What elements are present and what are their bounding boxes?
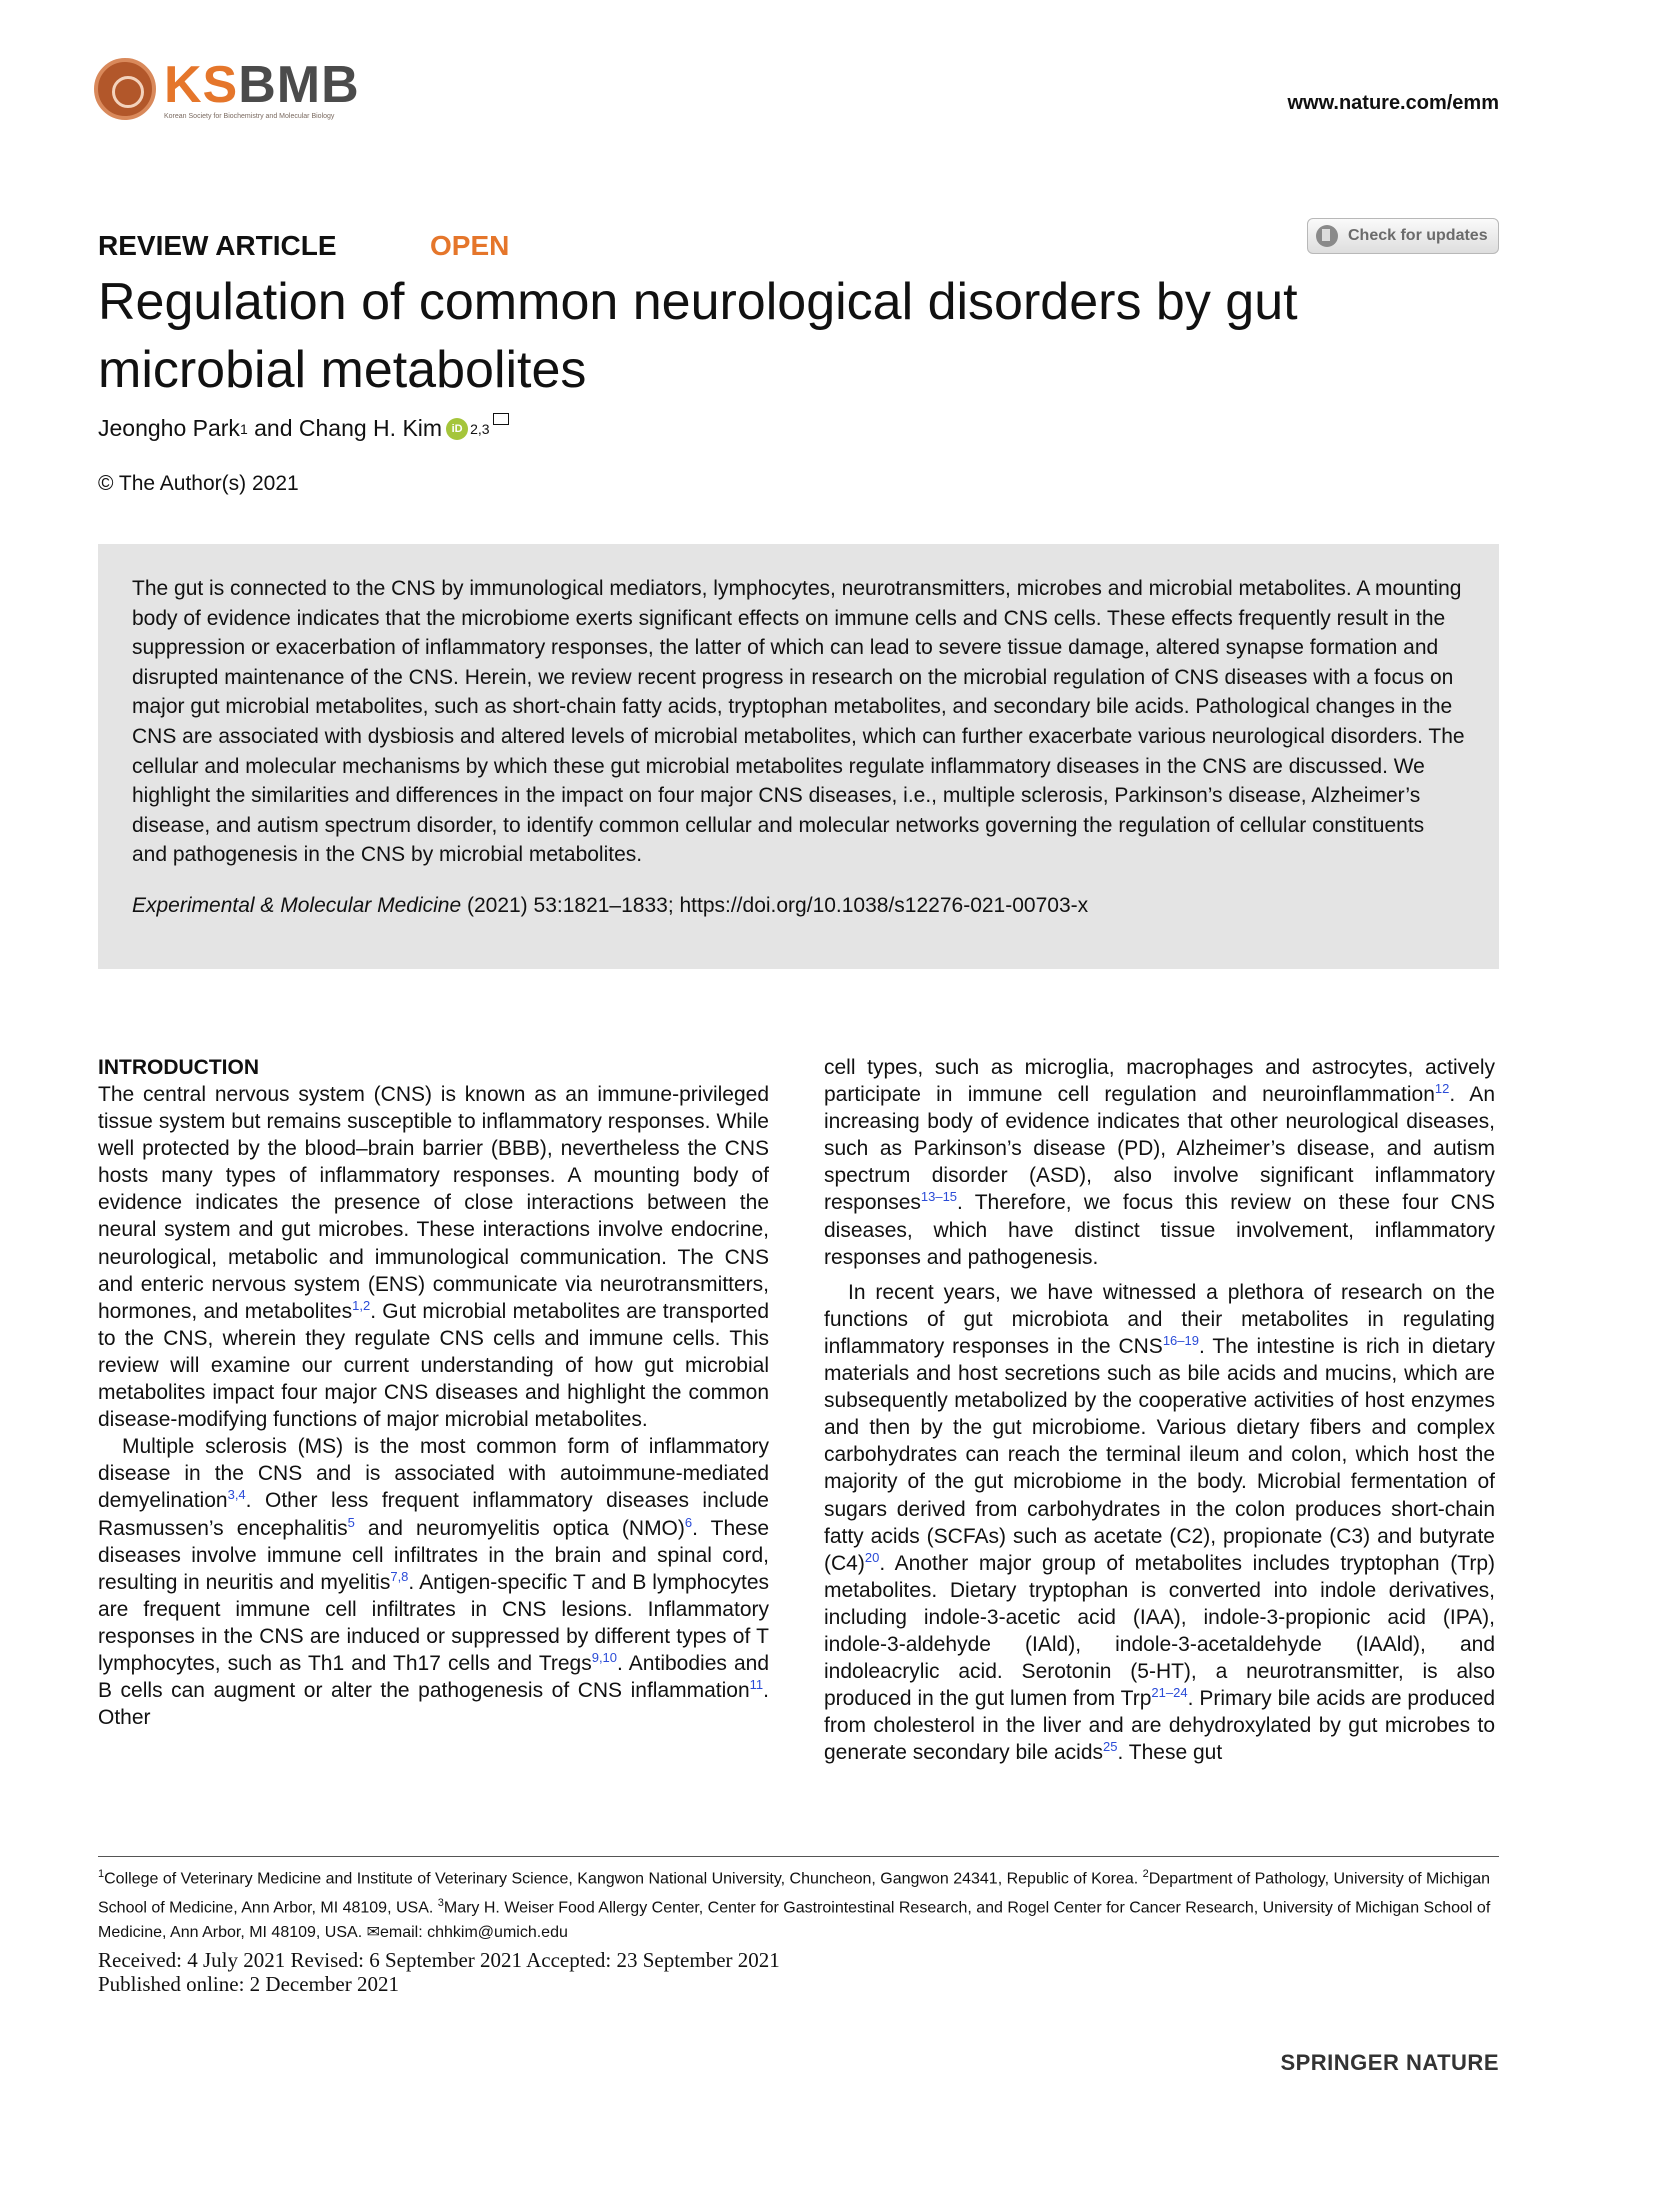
p2-text-e: . Antigen-specific T and B lymphocytes are frequent immune cell infiltrates in CNS lesions. Inflammatory responses in the CNS are induced or suppressed by different types of T lymphocytes, such as Th1 and Th17 cells and Tregs bbox=[98, 1570, 770, 1675]
p4-text-b: . The intestine is rich in dietary materials and host secretions such as bile acids and mucins, which are subsequently metabolized by the cooperative activities of host enzymes and then by the gut microbiome. Various dietary fibers and complex carbohydrates can reach the terminal ileum and colon, which host the majority of the gut microbiome in the body. Microbial fermentation of sugars derived from carbohydrates in the colon produces short-chain fatty acids (SCFAs) such as acetate (C2), propionate (C3) and butyrate (C4) bbox=[824, 1334, 1495, 1575]
abstract-box bbox=[98, 544, 1499, 969]
check-updates-label: Check for updates bbox=[1348, 227, 1488, 244]
springer-nature-logo: SPRINGER NATURE bbox=[1280, 2050, 1499, 2075]
citation-ref[interactable]: 9,10 bbox=[591, 1649, 618, 1665]
article-type: REVIEW ARTICLE bbox=[98, 230, 337, 261]
journal-name: Experimental & Molecular Medicine bbox=[132, 893, 462, 917]
citation-ref[interactable]: 16–19 bbox=[1162, 1332, 1199, 1348]
citation-line bbox=[132, 894, 1465, 918]
affiliation-3: Mary H. Weiser Food Allergy Center, Center for Gastrointestinal Research, and Rogel Center for Cancer Research, University of Michigan School of Medicine, Ann Arbor, MI 48109, USA. bbox=[98, 1899, 1491, 1941]
article-history bbox=[98, 1948, 780, 1996]
copyright-line: © The Author(s) 2021 bbox=[98, 472, 299, 495]
journal-url-link[interactable]: www.nature.com/emm bbox=[1287, 92, 1499, 114]
bookmark-icon bbox=[1316, 225, 1338, 247]
author-separator: and bbox=[247, 415, 299, 441]
citation-ref[interactable]: 5 bbox=[347, 1514, 355, 1530]
citation-ref[interactable]: 11 bbox=[749, 1677, 764, 1693]
logo-bmb: BMB bbox=[238, 55, 360, 114]
p4-text-e: . These gut bbox=[1117, 1741, 1223, 1765]
open-access-label: OPEN bbox=[430, 230, 510, 261]
body-column-right bbox=[824, 1054, 1495, 1766]
affil-2-marker: 2 bbox=[1142, 1868, 1149, 1880]
citation-ref[interactable]: 20 bbox=[864, 1549, 880, 1565]
check-for-updates-button[interactable] bbox=[1307, 218, 1499, 254]
affil-1-marker: 1 bbox=[98, 1868, 105, 1880]
affil-3-marker: 3 bbox=[437, 1897, 444, 1910]
affiliation-divider bbox=[98, 1856, 1499, 1857]
citation-ref[interactable]: 3,4 bbox=[227, 1487, 246, 1503]
email-icon: ✉ bbox=[366, 1923, 380, 1941]
citation-ref[interactable]: 7,8 bbox=[390, 1568, 409, 1584]
p2-text-d: . These diseases involve immune cell infiltrates in the brain and spinal cord, resulting in neuritis and myelitis bbox=[98, 1516, 770, 1594]
envelope-icon[interactable] bbox=[493, 413, 509, 425]
p2-text-b: . Other less frequent inflammatory diseases include Rasmussen’s encephalitis bbox=[98, 1489, 769, 1540]
section-heading: INTRODUCTION bbox=[98, 1056, 259, 1079]
received-dates: Received: 4 July 2021 Revised: 6 September 2021 Accepted: 23 September 2021 bbox=[98, 1948, 780, 1972]
p4-text-c: . Another major group of metabolites includes tryptophan (Trp) metabolites. Dietary tryptophan is converted into indole derivatives, including indole-3-acetic acid (IAA), indole-3-propionic acid (IPA), indole-3-aldehyde (IAld), indole-3-acetaldehyde (IAAld), and indoleacrylic acid. Serotonin (5-HT), a neurotransmitter, is also produced in the gut lumen from Trp bbox=[824, 1551, 1495, 1711]
logo-ks: KS bbox=[164, 55, 239, 114]
ksbmb-seal-icon bbox=[94, 58, 156, 120]
ksbmb-logo bbox=[94, 55, 360, 120]
author-list: Jeongho Park 1 and Chang H. Kim iD 2,3 bbox=[98, 415, 509, 442]
body-column-left bbox=[98, 1054, 769, 1731]
p4-text-d: . Primary bile acids are produced from cholesterol in the liver and are dehydroxylated by gut microbes to generate secondary bile acids bbox=[824, 1687, 1495, 1765]
published-date: Published online: 2 December 2021 bbox=[98, 1972, 399, 1996]
citation-ref[interactable]: 1,2 bbox=[352, 1297, 371, 1313]
abstract-text: The gut is connected to the CNS by immunological mediators, lymphocytes, neurotransmitters, microbes and microbial metabolites. A mounting body of evidence indicates that the microbiome exerts significant effects on immune cells and CNS cells. These effects frequently result in the suppression or exacerbation of inflammatory responses, the latter of which can lead to severe tissue damage, altered synapse formation and disrupted maintenance of the CNS. Herein, we review recent progress in research on the microbial regulation of CNS diseases with a focus on major gut microbial metabolites, such as short-chain fatty acids, tryptophan metabolites, and secondary bile acids. Pathological changes in the CNS are associated with dysbiosis and altered levels of microbial metabolites, which can further exacerbate various neurological disorders. The cellular and molecular mechanisms by which these gut microbial metabolites regulate inflammatory diseases in the CNS are discussed. We highlight the similarities and differences in the impact on four major CNS diseases, i.e., multiple sclerosis, Parkinson’s disease, Alzheimer’s disease, and autism spectrum disorder, to identify common cellular and molecular networks governing the regulation of cellular constituents and pathogenesis in the CNS by microbial metabolites. bbox=[132, 577, 1465, 867]
article-title: Regulation of common neurological disorders by gut microbial metabolites bbox=[98, 273, 1298, 399]
p3-text-a: cell types, such as microglia, macrophages and astrocytes, actively participate in immune cell regulation and neuroinflammation bbox=[824, 1056, 1495, 1107]
author-1[interactable]: Jeongho Park bbox=[98, 415, 240, 441]
logo-subtitle: Korean Society for Biochemistry and Molecular Biology bbox=[164, 112, 335, 120]
p1-text-b: . Gut microbial metabolites are transported to the CNS, wherein they regulate CNS cells and immune cells. This review will examine our current understanding of how gut microbial metabolites impact four major CNS diseases and highlight the common disease-modifying functions of major microbial metabolites. bbox=[98, 1299, 769, 1432]
citation-ref[interactable]: 6 bbox=[684, 1514, 693, 1530]
orcid-icon[interactable]: iD bbox=[446, 418, 468, 440]
citation-details: (2021) 53:1821–1833; https://doi.org/10.1038/s12276-021-00703-x bbox=[461, 893, 1089, 917]
citation-ref[interactable]: 25 bbox=[1103, 1739, 1118, 1755]
p2-text-c: and neuromyelitis optica (NMO) bbox=[354, 1516, 685, 1540]
author-2[interactable]: Chang H. Kim bbox=[298, 415, 443, 441]
p1-text-a: The central nervous system (CNS) is known as an immune-privileged tissue system but remains susceptible to inflammatory responses. While well protected by the blood–brain barrier (BBB), nevertheless the CNS hosts many types of inflammatory responses. A mounting body of evidence indicates the presence of close interactions between the neural system and gut microbes. These interactions involve endocrine, neurological, metabolic and immunological communication. The CNS and enteric nervous system (ENS) communicate via neurotransmitters, hormones, and metabolites bbox=[98, 1083, 769, 1323]
p3-text-b: . An increasing body of evidence indicates that other neurological diseases, such as Parkinson’s disease (PD), Alzheimer’s disease, and autism spectrum disorder (ASD), also involve significant inflammatory responses bbox=[824, 1083, 1495, 1215]
p2-text-a: Multiple sclerosis (MS) is the most common form of inflammatory disease in the CNS and is associated with autoimmune-mediated demyelination bbox=[98, 1435, 769, 1513]
logo-wordmark bbox=[164, 55, 360, 114]
citation-ref[interactable]: 13–15 bbox=[920, 1189, 958, 1205]
citation-ref[interactable]: 21–24 bbox=[1151, 1685, 1188, 1701]
affiliations bbox=[98, 1862, 1499, 1945]
p3-text-c: . Therefore, we focus this review on these four CNS diseases, which have distinct tissue involvement, inflammatory responses and pathogenesis. bbox=[824, 1191, 1495, 1269]
p4-text-a: In recent years, we have witnessed a plethora of research on the functions of gut microbiota and their metabolites in regulating inflammatory responses in the CNS bbox=[824, 1280, 1495, 1358]
paragraph-4 bbox=[824, 1279, 1495, 1767]
p2-text-f: . Antibodies and B cells can augment or alter the pathogenesis of CNS inflammation bbox=[98, 1651, 769, 1703]
paragraph-3 bbox=[824, 1054, 1495, 1271]
paragraph-2 bbox=[98, 1433, 769, 1731]
affiliation-1: College of Veterinary Medicine and Institute of Veterinary Science, Kangwon National University, Chuncheon, Gangwon 24341, Republic of Korea. bbox=[104, 1870, 1143, 1888]
citation-ref[interactable]: 12 bbox=[1434, 1081, 1450, 1097]
corresponding-email[interactable]: email: chhkim@umich.edu bbox=[380, 1923, 568, 1941]
affiliation-2: Department of Pathology, University of Michigan School of Medicine, Ann Arbor, MI 48109, USA. bbox=[98, 1870, 1490, 1917]
logo-text bbox=[164, 55, 360, 120]
paragraph-1 bbox=[98, 1081, 769, 1433]
p2-text-g: . Other bbox=[98, 1679, 769, 1730]
